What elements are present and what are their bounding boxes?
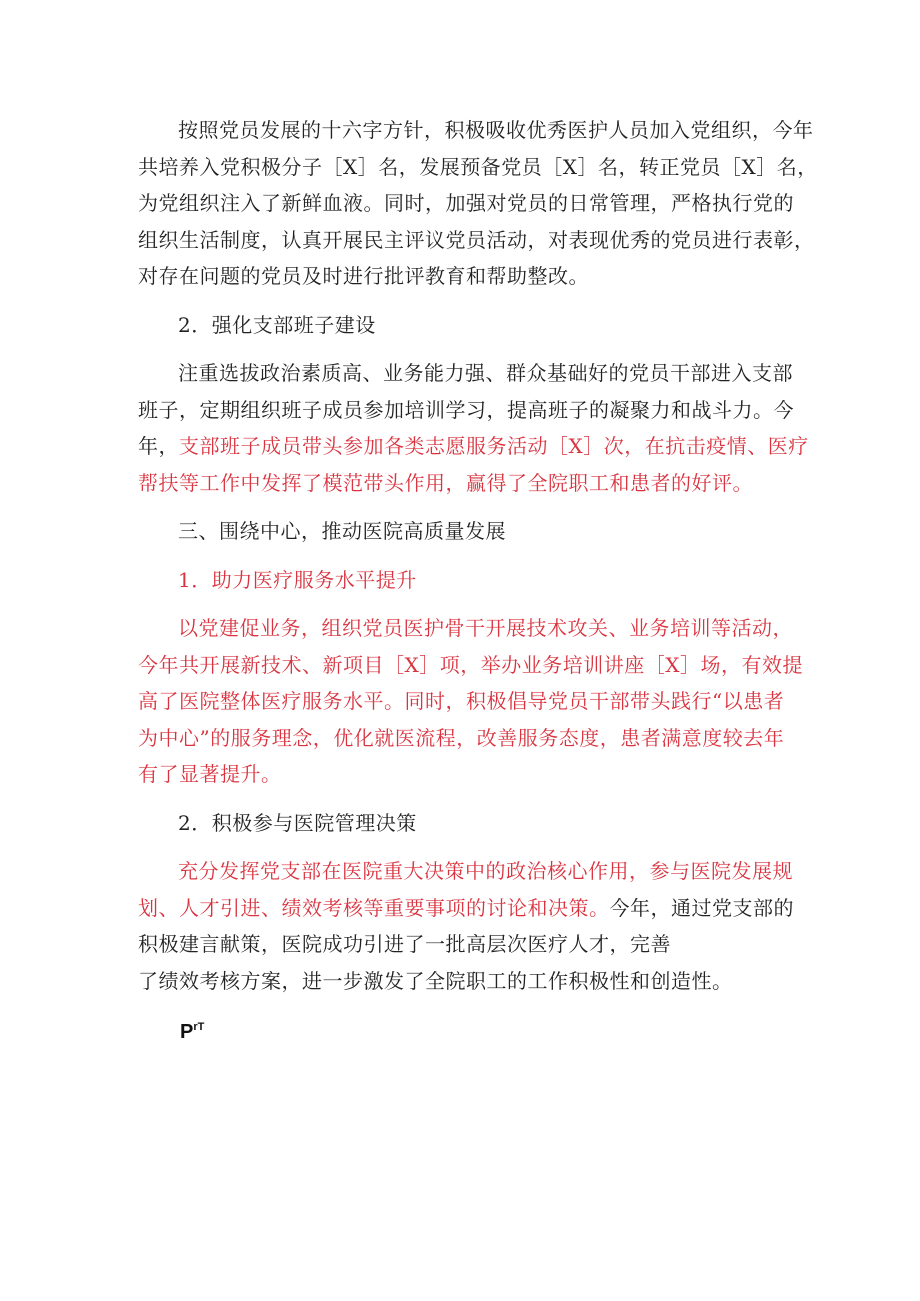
text-line: 按照党员发展的十六字方针，积极吸收优秀医护人员加入党组织，今年 — [178, 118, 814, 142]
text-line: 为党组织注入了新鲜血液。同时，加强对党员的日常管理，严格执行党的 — [138, 191, 794, 215]
section-heading-branch-team: 2．强化支部班子建设 — [178, 312, 376, 337]
section-heading-hospital-development: 三、围绕中心，推动医院高质量发展 — [178, 519, 506, 543]
paragraph-branch-team — [138, 355, 809, 501]
text-line-mixed — [138, 890, 794, 927]
document-body — [138, 112, 818, 1046]
section-heading-medical-service: 1．助力医疗服务水平提升 — [178, 567, 417, 592]
text-line: 组织生活制度，认真开展民主评议党员活动，对表现优秀的党员进行表彰， — [138, 227, 815, 252]
text-line: 注重选拔政治素质高、业务能力强、群众基础好的党员干部进入支部 — [178, 361, 793, 385]
highlighted-text-line: 帮扶等工作中发挥了模范带头作用，赢得了全院职工和患者的好评。 — [138, 470, 753, 495]
stray-mark-sup: rT — [193, 1021, 205, 1033]
text-segment: 年， — [138, 434, 179, 458]
paragraph-management-decision — [138, 853, 794, 999]
stray-mark — [138, 1013, 790, 1046]
text-line: 了绩效考核方案，进一步激发了全院职工的工作积极性和创造性。 — [138, 968, 733, 993]
paragraph-medical-service — [138, 610, 803, 793]
highlighted-text: 支部班子成员带头参加各类志愿服务活动［X］次，在抗击疫情、医疗 — [179, 434, 809, 458]
text-line: 对存在问题的党员及时进行批评教育和帮助整改。 — [138, 264, 589, 288]
text-line-mixed — [138, 428, 809, 465]
text-segment: 今年，通过党支部的 — [609, 895, 794, 920]
text-line: 共培养入党积极分子［X］名，发展预备党员［X］名，转正党员［X］名， — [138, 154, 818, 179]
highlighted-text-line: 有了显著提升。 — [138, 762, 282, 786]
paragraph-party-development — [138, 112, 818, 295]
text-line: 积极建言献策，医院成功引进了一批高层次医疗人才，完善 — [138, 932, 671, 956]
section-heading-management-decision: 2．积极参与医院管理决策 — [178, 810, 417, 835]
text-line: 班子，定期组织班子成员参加培训学习，提高班子的凝聚力和战斗力。今 — [138, 397, 794, 422]
highlighted-text-line: 为中心”的服务理念，优化就医流程，改善服务态度，患者满意度较去年 — [138, 725, 785, 750]
highlighted-text-line: 今年共开展新技术、新项目［X］项，举办业务培训讲座［X］场，有效提 — [138, 652, 803, 677]
highlighted-text: 划、人才引进、绩效考核等重要事项的讨论和决策。 — [138, 895, 610, 920]
highlighted-text-line: 充分发挥党支部在医院重大决策中的政治核心作用，参与医院发展规 — [178, 859, 793, 883]
stray-mark-main: P — [180, 1021, 194, 1043]
highlighted-text-line: 以党建促业务，组织党员医护骨干开展技术攻关、业务培训等活动， — [178, 616, 793, 640]
highlighted-text-line: 高了医院整体医疗服务水平。同时，积极倡导党员干部带头践行“以患者 — [138, 689, 785, 713]
